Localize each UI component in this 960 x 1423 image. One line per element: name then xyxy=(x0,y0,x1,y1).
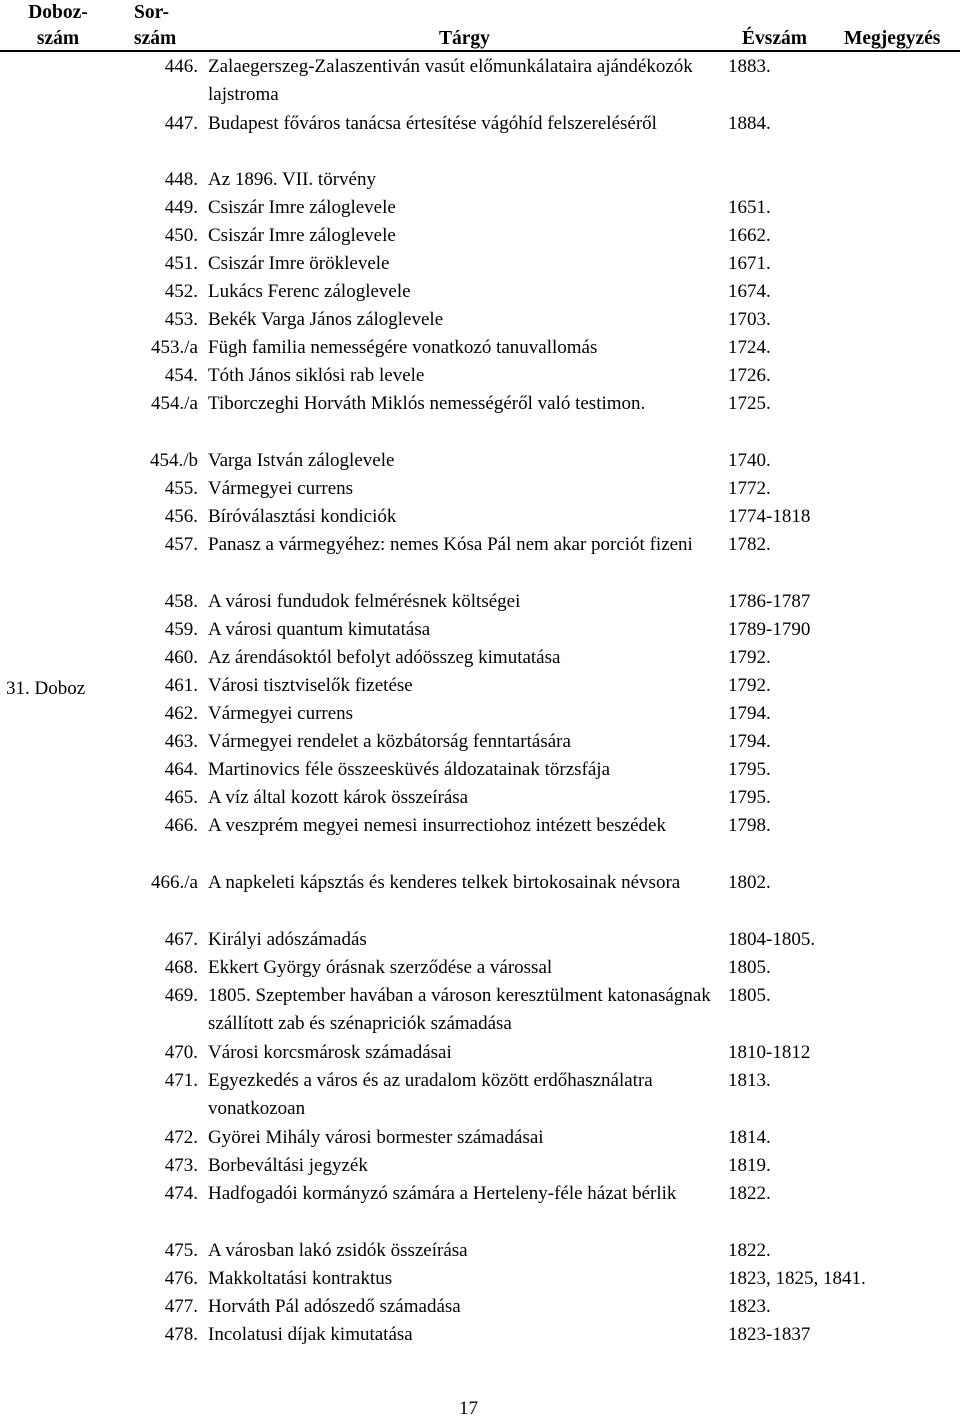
row-seq-number: 453./a xyxy=(151,337,198,358)
page-number: 17 xyxy=(459,1398,478,1419)
row-subject: Horváth Pál adószedő számadása xyxy=(208,1296,461,1317)
row-year: 1789-1790 xyxy=(728,619,811,640)
row-subject: Budapest főváros tanácsa értesítése vágóhíd felszereléséről xyxy=(208,113,657,134)
row-subject: Fügh familia nemességére vonatkozó tanuvallomás xyxy=(208,337,598,358)
row-year: 1740. xyxy=(728,450,771,471)
row-seq-number: 454. xyxy=(164,365,198,386)
header-note: Megjegyzés xyxy=(844,28,941,49)
row-year: 1782. xyxy=(728,534,771,555)
row-year: 1884. xyxy=(728,113,771,134)
row-year: 1674. xyxy=(728,281,771,302)
row-seq-number: 462. xyxy=(164,703,198,724)
row-subject: Lukács Ferenc záloglevele xyxy=(208,281,411,302)
row-subject: Györei Mihály városi bormester számadásai xyxy=(208,1127,544,1148)
row-year: 1802. xyxy=(728,872,771,893)
row-subject: A városi quantum kimutatása xyxy=(208,619,431,640)
header-seq-number-line2: szám xyxy=(134,28,177,49)
row-seq-number: 453. xyxy=(164,309,198,330)
header-box-number xyxy=(22,0,94,52)
row-year: 1805. xyxy=(728,957,771,978)
header-box-number-line1: Doboz- xyxy=(28,2,88,23)
row-seq-number: 454./a xyxy=(151,393,198,414)
row-year: 1804-1805. xyxy=(728,929,816,950)
row-seq-number: 459. xyxy=(164,619,198,640)
row-year: 1823-1837 xyxy=(728,1324,811,1345)
row-year: 1662. xyxy=(728,225,771,246)
row-year: 1651. xyxy=(728,197,771,218)
row-seq-number: 466./a xyxy=(151,872,198,893)
row-seq-number: 455. xyxy=(164,478,198,499)
row-seq-number: 458. xyxy=(164,591,198,612)
row-seq-number: 452. xyxy=(164,281,198,302)
row-year: 1794. xyxy=(728,703,771,724)
row-subject: Bíróválasztási kondiciók xyxy=(208,506,397,527)
row-seq-number: 456. xyxy=(164,506,198,527)
row-seq-number: 473. xyxy=(164,1155,198,1176)
row-seq-number: 476. xyxy=(164,1268,198,1289)
row-seq-number: 461. xyxy=(164,675,198,696)
row-year: 1823. xyxy=(728,1296,771,1317)
row-seq-number: 464. xyxy=(164,759,198,780)
row-seq-number: 469. xyxy=(164,985,198,1006)
row-subject: Borbeváltási jegyzék xyxy=(208,1155,368,1176)
row-subject: Tóth János siklósi rab levele xyxy=(208,365,425,386)
box-label: 31. Doboz xyxy=(6,678,86,699)
row-year: 1726. xyxy=(728,365,771,386)
header-box-number-line2: szám xyxy=(36,28,80,49)
row-year: 1794. xyxy=(728,731,771,752)
row-subject: Makkoltatási kontraktus xyxy=(208,1268,393,1289)
row-subject: Csiszár Imre záloglevele xyxy=(208,197,396,218)
row-subject: Varga István záloglevele xyxy=(208,450,395,471)
row-subject: Egyezkedés a város és az uradalom között erdőhasználatra vonatkozoan xyxy=(208,1070,653,1119)
row-subject: Bekék Varga János záloglevele xyxy=(208,309,444,330)
row-seq-number: 478. xyxy=(164,1324,198,1345)
header-seq-number-line1: Sor- xyxy=(134,2,170,23)
header-seq-number xyxy=(134,0,194,52)
row-year: 1772. xyxy=(728,478,771,499)
row-subject: Vármegyei currens xyxy=(208,478,354,499)
row-year: 1792. xyxy=(728,675,771,696)
row-year: 1810-1812 xyxy=(728,1042,811,1063)
row-seq-number: 477. xyxy=(164,1296,198,1317)
row-subject: Tiborczeghi Horváth Miklós nemességéről való testimon. xyxy=(208,393,646,414)
row-seq-number: 451. xyxy=(164,253,198,274)
row-year: 1823, 1825, 1841. xyxy=(728,1268,866,1289)
row-seq-number: 471. xyxy=(164,1070,198,1091)
header-subject: Tárgy xyxy=(439,28,490,49)
row-seq-number: 466. xyxy=(164,815,198,836)
row-year: 1883. xyxy=(728,56,771,77)
row-subject: A veszprém megyei nemesi insurrectiohoz intézett beszédek xyxy=(208,815,666,836)
row-seq-number: 448. xyxy=(164,169,198,190)
header-divider xyxy=(0,50,960,52)
row-year: 1822. xyxy=(728,1183,771,1204)
row-subject: Csiszár Imre záloglevele xyxy=(208,225,396,246)
row-year: 1795. xyxy=(728,759,771,780)
row-subject: A városi fundudok felmérésnek költségei xyxy=(208,591,521,612)
row-seq-number: 450. xyxy=(164,225,198,246)
row-year: 1671. xyxy=(728,253,771,274)
row-seq-number: 463. xyxy=(164,731,198,752)
row-subject: Csiszár Imre öröklevele xyxy=(208,253,390,274)
row-subject: Az árendásoktól befolyt adóösszeg kimutatása xyxy=(208,647,561,668)
row-subject: Az 1896. VII. törvény xyxy=(208,169,376,190)
row-subject: Vármegyei currens xyxy=(208,703,354,724)
row-year: 1725. xyxy=(728,393,771,414)
row-seq-number: 460. xyxy=(164,647,198,668)
row-subject: Királyi adószámadás xyxy=(208,929,367,950)
row-subject: Incolatusi díjak kimutatása xyxy=(208,1324,413,1345)
row-seq-number: 475. xyxy=(164,1240,198,1261)
row-subject: A víz által kozott károk összeírása xyxy=(208,787,469,808)
row-subject: Hadfogadói kormányzó számára a Herteleny-féle házat bérlik xyxy=(208,1183,677,1204)
row-year: 1774-1818 xyxy=(728,506,811,527)
row-subject: A napkeleti kápsztás és kenderes telkek birtokosainak névsora xyxy=(208,872,681,893)
row-year: 1814. xyxy=(728,1127,771,1148)
row-year: 1724. xyxy=(728,337,771,358)
row-seq-number: 474. xyxy=(164,1183,198,1204)
row-year: 1792. xyxy=(728,647,771,668)
row-seq-number: 472. xyxy=(164,1127,198,1148)
row-seq-number: 446. xyxy=(164,56,198,77)
row-year: 1795. xyxy=(728,787,771,808)
row-year: 1805. xyxy=(728,985,771,1006)
row-seq-number: 468. xyxy=(164,957,198,978)
row-subject: Martinovics féle összeesküvés áldozatainak törzsfája xyxy=(208,759,611,780)
row-subject: Városi tisztviselők fizetése xyxy=(208,675,413,696)
row-seq-number: 467. xyxy=(164,929,198,950)
row-year: 1786-1787 xyxy=(728,591,811,612)
row-year: 1703. xyxy=(728,309,771,330)
row-seq-number: 449. xyxy=(164,197,198,218)
row-subject: Vármegyei rendelet a közbátorság fenntartására xyxy=(208,731,571,752)
row-year: 1798. xyxy=(728,815,771,836)
row-seq-number: 454./b xyxy=(149,450,198,471)
row-subject: Panasz a vármegyéhez: nemes Kósa Pál nem akar porciót fizeni xyxy=(208,534,693,555)
header-year: Évszám xyxy=(742,28,807,49)
row-year: 1819. xyxy=(728,1155,771,1176)
row-seq-number: 457. xyxy=(164,534,198,555)
row-subject: Városi korcsmárosk számadásai xyxy=(208,1042,452,1063)
row-subject: Zalaegerszeg-Zalaszentiván vasút előmunkálataira ajándékozók lajstroma xyxy=(208,56,693,105)
row-year: 1813. xyxy=(728,1070,771,1091)
row-seq-number: 447. xyxy=(164,113,198,134)
row-subject: 1805. Szeptember havában a városon keresztülment katonaságnak szállított zab és szénapriciók számadása xyxy=(208,985,711,1034)
row-subject: Ekkert György órásnak szerződése a várossal xyxy=(208,957,553,978)
row-year: 1822. xyxy=(728,1240,771,1261)
row-seq-number: 470. xyxy=(164,1042,198,1063)
row-seq-number: 465. xyxy=(164,787,198,808)
row-subject: A városban lakó zsidók összeírása xyxy=(208,1240,468,1261)
